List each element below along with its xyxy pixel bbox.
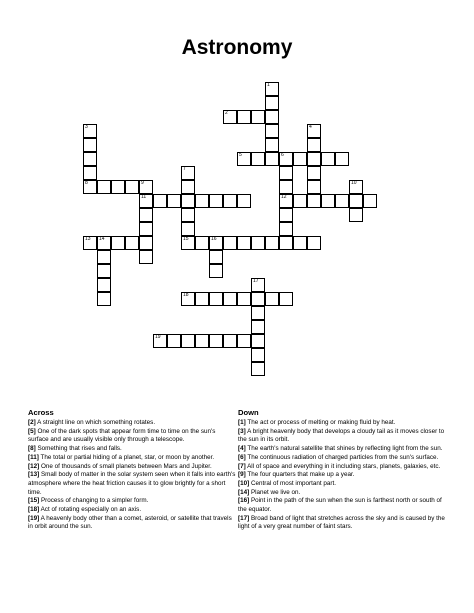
clue-number: [17]: [238, 514, 250, 522]
grid-cell[interactable]: [209, 292, 223, 306]
grid-cell[interactable]: [181, 194, 195, 208]
grid-cell[interactable]: [363, 194, 377, 208]
grid-cell[interactable]: [251, 334, 265, 348]
grid-cell[interactable]: [251, 362, 265, 376]
grid-cell[interactable]: [153, 334, 167, 348]
grid-cell[interactable]: [139, 194, 153, 208]
cell-number: 11: [141, 194, 147, 200]
grid-cell[interactable]: [251, 236, 265, 250]
grid-cell[interactable]: [97, 278, 111, 292]
grid-cell[interactable]: [83, 166, 97, 180]
grid-cell[interactable]: [83, 152, 97, 166]
cell-number: 17: [253, 278, 259, 284]
grid-cell[interactable]: [279, 236, 293, 250]
grid-cell[interactable]: [97, 180, 111, 194]
clue-number: [11]: [28, 453, 39, 461]
down-clue: [238, 471, 448, 480]
grid-cell[interactable]: [265, 96, 279, 110]
across-clue: [28, 463, 236, 472]
across-clue: [28, 445, 236, 454]
clue-number: [16]: [238, 497, 250, 505]
cell-number: 3: [85, 124, 88, 130]
across-clue: [28, 515, 236, 532]
clue-text: Small body of matter in the solar system seen when it falls into earth's atmosphere where the heat friction causes it to glow brightly for a short time.: [28, 471, 236, 496]
grid-cell[interactable]: [265, 236, 279, 250]
grid-cell[interactable]: [335, 194, 349, 208]
cell-number: 4: [309, 124, 312, 130]
across-clue: [28, 419, 236, 428]
cell-number: 9: [141, 180, 144, 186]
grid-cell[interactable]: [265, 138, 279, 152]
across-clue: [28, 506, 236, 515]
grid-cell[interactable]: [139, 222, 153, 236]
grid-cell[interactable]: [349, 180, 363, 194]
grid-cell[interactable]: [251, 152, 265, 166]
grid-cell[interactable]: [321, 194, 335, 208]
cell-number: 18: [183, 292, 189, 298]
grid-cell[interactable]: [279, 292, 293, 306]
cell-number: 5: [239, 152, 242, 158]
grid-cell[interactable]: [307, 152, 321, 166]
grid-cell[interactable]: [209, 334, 223, 348]
grid-cell[interactable]: [153, 194, 167, 208]
grid-cell[interactable]: [251, 306, 265, 320]
grid-cell[interactable]: [265, 82, 279, 96]
grid-cell[interactable]: [167, 334, 181, 348]
grid-cell[interactable]: [335, 152, 349, 166]
clue-text: Point in the path of the sun when the sun is farthest north or south of the equator.: [238, 497, 442, 514]
grid-cell[interactable]: [181, 222, 195, 236]
grid-cell[interactable]: [97, 250, 111, 264]
across-clue: [28, 454, 236, 463]
grid-cell[interactable]: [111, 236, 125, 250]
grid-cell[interactable]: [83, 138, 97, 152]
cell-number: 8: [85, 180, 88, 186]
clue-number: [8]: [28, 445, 36, 453]
grid-cell[interactable]: [349, 208, 363, 222]
clue-text: The earth's natural satellite that shines by reflecting light from the sun.: [247, 445, 443, 453]
grid-cell[interactable]: [139, 180, 153, 194]
puzzle-title: Astronomy: [181, 36, 293, 59]
clue-number: [3]: [238, 427, 246, 435]
grid-cell[interactable]: [111, 180, 125, 194]
grid-cell[interactable]: [251, 110, 265, 124]
cell-number: 15: [183, 236, 189, 242]
down-clue: [238, 489, 448, 498]
grid-cell[interactable]: [307, 138, 321, 152]
grid-cell[interactable]: [139, 208, 153, 222]
cell-number: 6: [281, 152, 284, 158]
grid-cell[interactable]: [139, 250, 153, 264]
grid-cell[interactable]: [97, 264, 111, 278]
grid-cell[interactable]: [209, 250, 223, 264]
clue-number: [18]: [28, 506, 40, 514]
clue-text: All of space and everything in it including stars, planets, galaxies, etc.: [247, 462, 441, 470]
clue-text: A straight line on which something rotates.: [37, 419, 156, 426]
cell-number: 1: [267, 82, 270, 88]
grid-cell[interactable]: [237, 110, 251, 124]
clue-text: One of the dark spots that appear form time to time on the sun's surface and are usually visible only through a telescope.: [28, 427, 216, 444]
clue-text: A heavenly body other than a comet, asteroid, or satellite that travels in orbit around the sun.: [28, 514, 232, 531]
cell-number: 19: [155, 334, 161, 340]
grid-cell[interactable]: [195, 236, 209, 250]
clue-number: [15]: [28, 497, 40, 505]
clue-text: A bright heavenly body that develops a cloudy tail as it moves closer to the sun in its orbit.: [238, 427, 445, 444]
clue-text: Process of changing to a simpler form.: [40, 497, 149, 505]
grid-cell[interactable]: [307, 180, 321, 194]
down-clue: [238, 515, 448, 532]
grid-cell[interactable]: [251, 278, 265, 292]
grid-cell[interactable]: [265, 292, 279, 306]
across-clue: [28, 497, 236, 506]
grid-cell[interactable]: [251, 292, 265, 306]
grid-cell[interactable]: [83, 124, 97, 138]
clue-text: Something that rises and falls.: [37, 445, 122, 453]
grid-cell[interactable]: [279, 222, 293, 236]
clue-number: [10]: [238, 479, 250, 487]
cell-number: 10: [351, 180, 357, 186]
grid-cell[interactable]: [307, 194, 321, 208]
grid-cell[interactable]: [209, 264, 223, 278]
clue-text: The total or partial hiding of a planet, star, or moon by another.: [40, 453, 215, 461]
grid-cell[interactable]: [195, 292, 209, 306]
grid-cell[interactable]: [251, 348, 265, 362]
grid-cell[interactable]: [167, 194, 181, 208]
grid-cell[interactable]: [265, 152, 279, 166]
grid-cell[interactable]: [209, 194, 223, 208]
grid-cell[interactable]: [83, 180, 97, 194]
grid-cell[interactable]: [97, 292, 111, 306]
grid-cell[interactable]: [307, 166, 321, 180]
clue-number: [14]: [238, 488, 250, 496]
clue-number: [6]: [238, 453, 246, 461]
grid-cell[interactable]: [237, 334, 251, 348]
down-clue: [238, 463, 448, 472]
grid-cell[interactable]: [293, 152, 307, 166]
grid-cell[interactable]: [209, 236, 223, 250]
grid-cell[interactable]: [97, 236, 111, 250]
clue-number: [13]: [28, 471, 40, 479]
clue-text: Act of rotating especially on an axis.: [40, 506, 142, 514]
grid-cell[interactable]: [251, 320, 265, 334]
grid-cell[interactable]: [237, 292, 251, 306]
clue-text: The continuous radiation of charged particles from the sun's surface.: [247, 453, 439, 461]
grid-cell[interactable]: [265, 124, 279, 138]
grid-cell[interactable]: [181, 166, 195, 180]
clue-number: [2]: [28, 419, 36, 426]
grid-cell[interactable]: [223, 110, 237, 124]
grid-cell[interactable]: [279, 208, 293, 222]
clue-number: [4]: [238, 445, 246, 453]
clue-number: [9]: [238, 471, 246, 479]
down-clue: [238, 454, 448, 463]
cell-number: 7: [183, 166, 186, 172]
clue-number: [19]: [28, 514, 40, 522]
grid-cell[interactable]: [279, 194, 293, 208]
clue-text: Central of most important part.: [250, 479, 336, 487]
clue-text: Broad band of light that stretches across the sky and is caused by the light of a very great number of faint stars.: [238, 514, 445, 531]
grid-cell[interactable]: [181, 208, 195, 222]
cell-number: 2: [225, 110, 228, 116]
grid-cell[interactable]: [223, 236, 237, 250]
grid-cell[interactable]: [237, 236, 251, 250]
grid-cell[interactable]: [139, 236, 153, 250]
grid-cell[interactable]: [195, 194, 209, 208]
cell-number: 16: [211, 236, 217, 242]
down-clue: [238, 419, 448, 428]
grid-cell[interactable]: [293, 194, 307, 208]
clue-number: [12]: [28, 462, 40, 470]
grid-cell[interactable]: [321, 152, 335, 166]
clue-number: [1]: [238, 419, 246, 426]
grid-cell[interactable]: [293, 236, 307, 250]
grid-cell[interactable]: [125, 236, 139, 250]
down-clue: [238, 445, 448, 454]
across-clue: [28, 471, 236, 497]
clue-text: Planet we live on.: [250, 488, 301, 496]
grid-cell[interactable]: [237, 152, 251, 166]
grid-cell[interactable]: [181, 180, 195, 194]
down-clue: [238, 480, 448, 489]
grid-cell[interactable]: [125, 180, 139, 194]
grid-cell[interactable]: [223, 194, 237, 208]
grid-cell[interactable]: [349, 194, 363, 208]
across-clue: [28, 428, 236, 445]
down-heading: Down: [238, 408, 259, 417]
grid-cell[interactable]: [223, 292, 237, 306]
clue-text: The four quarters that make up a year.: [247, 471, 355, 479]
grid-cell[interactable]: [237, 194, 251, 208]
grid-cell[interactable]: [265, 110, 279, 124]
grid-cell[interactable]: [181, 292, 195, 306]
cell-number: 13: [85, 236, 91, 242]
grid-cell[interactable]: [181, 334, 195, 348]
cell-number: 12: [281, 194, 287, 200]
cell-number: 14: [99, 236, 105, 242]
across-heading: Across: [28, 408, 54, 417]
clue-text: One of thousands of small planets between Mars and Jupiter.: [40, 462, 212, 470]
grid-cell[interactable]: [307, 124, 321, 138]
down-clue: [238, 497, 448, 514]
grid-cell[interactable]: [83, 236, 97, 250]
grid-cell[interactable]: [181, 236, 195, 250]
down-clue: [238, 428, 448, 445]
grid-cell[interactable]: [223, 334, 237, 348]
clue-number: [5]: [28, 427, 36, 435]
clue-text: The act or process of melting or making fluid by heat.: [247, 419, 396, 426]
grid-cell[interactable]: [279, 180, 293, 194]
down-clues: [238, 408, 448, 532]
grid-cell[interactable]: [307, 236, 321, 250]
grid-cell[interactable]: [195, 334, 209, 348]
grid-cell[interactable]: [279, 166, 293, 180]
grid-cell[interactable]: [279, 152, 293, 166]
clue-number: [7]: [238, 462, 246, 470]
across-clues: [28, 408, 236, 532]
